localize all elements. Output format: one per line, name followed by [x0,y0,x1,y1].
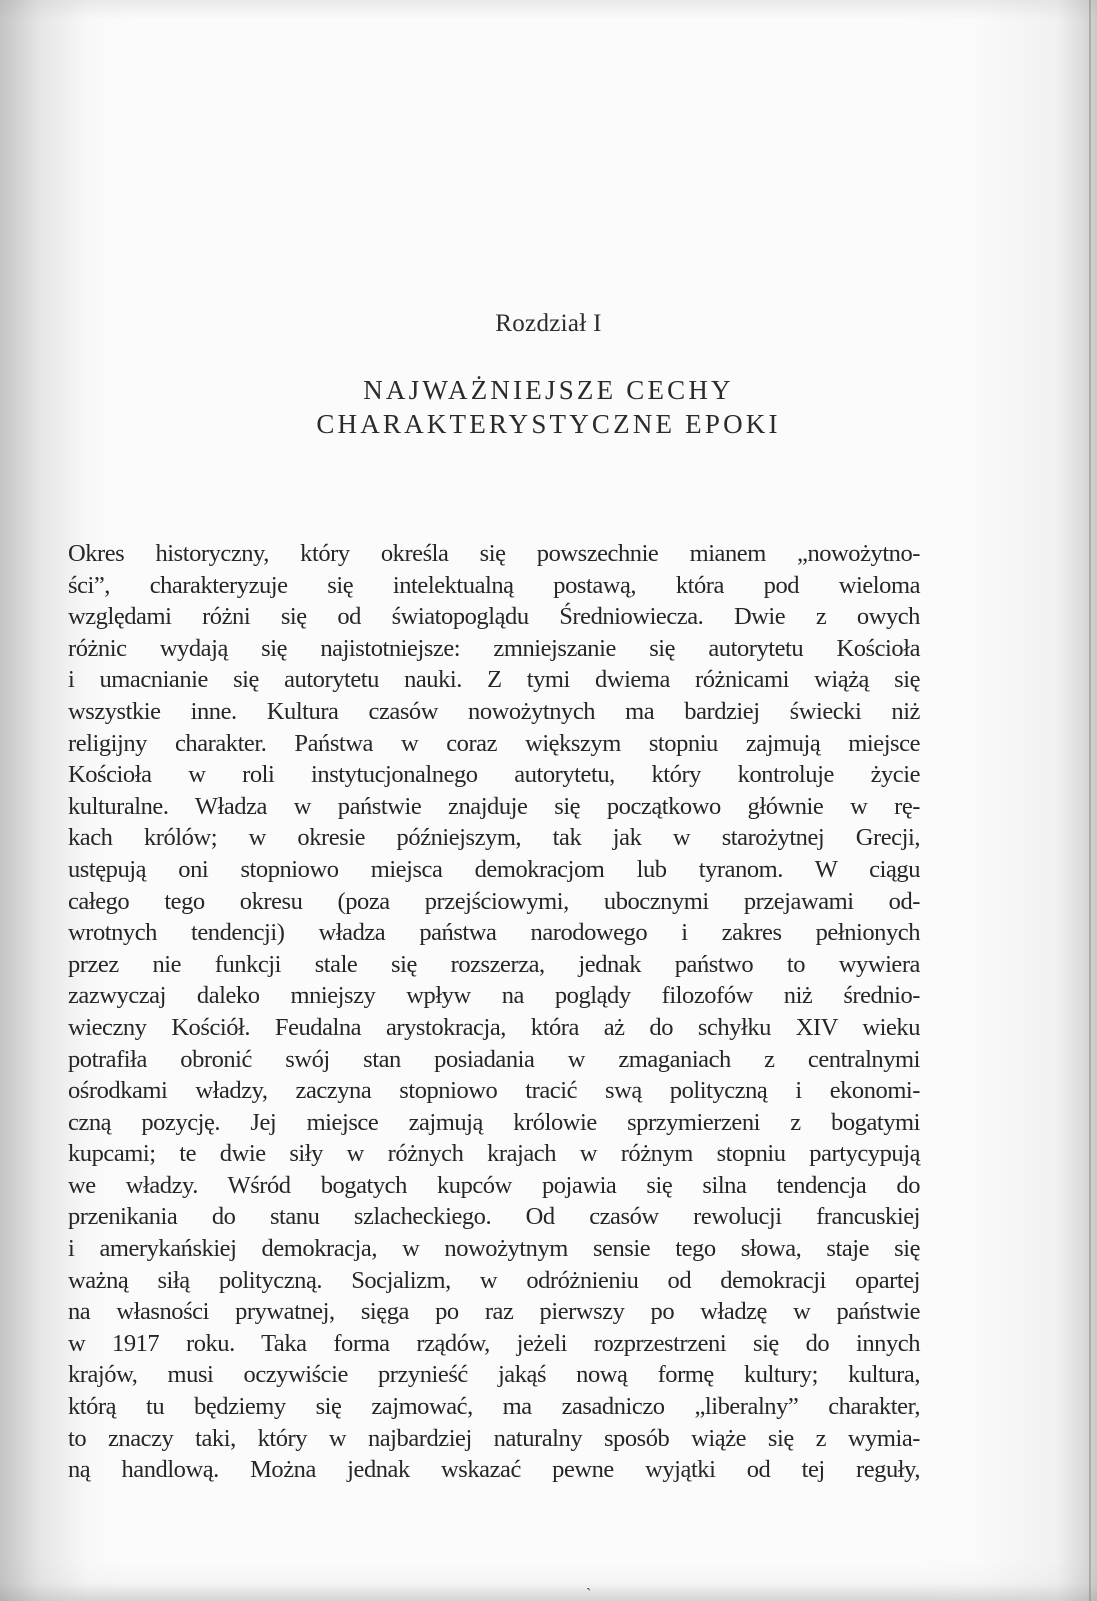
text-line: Kościoła w roli instytucjonalnego autorytetu, który kontroluje życie [68,761,920,789]
text-line: Okres historyczny, który określa się powszechnie mianem „nowożytno- [68,540,920,567]
text-line: ważną siłą polityczną. Socjalizm, w odróżnieniu od demokracji opartej [68,1266,920,1294]
text-line: ośrodkami władzy, zaczyna stopniowo tracić swą polityczną i ekonomi- [68,1077,920,1105]
text-line: i amerykańskiej demokracja, w nowożytnym sensie tego słowa, staje się [68,1235,920,1263]
text-line: ści”, charakteryzuje się intelektualną postawą, która pod wieloma [68,571,920,599]
text-line: czną pozycję. Jej miejsce zajmują królowie sprzymierzeni z bogatymi [68,1108,920,1136]
text-line: krajów, musi oczywiście przynieść jakąś nową formę kultury; kultura, [68,1361,920,1389]
text-line: potrafiła obronić swój stan posiadania w zmaganiach z centralnymi [68,1045,920,1073]
text-line: przenikania do stanu szlacheckiego. Od czasów rewolucji francuskiej [68,1203,920,1231]
text-line: przez nie funkcji stale się rozszerza, jednak państwo to wywiera [68,950,920,978]
text-line: kach królów; w okresie późniejszym, tak jak w starożytnej Grecji, [68,824,920,852]
text-line: różnic wydają się najistotniejsze: zmniejszanie się autorytetu Kościoła [68,634,920,662]
text-line: we władzy. Wśród bogatych kupców pojawia się silna tendencja do [68,1171,920,1199]
text-line: religijny charakter. Państwa w coraz większym stopniu zajmują miejsce [68,729,920,757]
text-line: wszystkie inne. Kultura czasów nowożytnych ma bardziej świecki niż [68,697,920,725]
body-paragraph [68,538,920,1486]
page-edge-shadow [1089,0,1091,1601]
text-line: to znaczy taki, który w najbardziej naturalny sposób wiąże się z wymia- [68,1424,920,1452]
text-line: wieczny Kościół. Feudalna arystokracja, która aż do schyłku XIV wieku [68,1013,920,1041]
text-line: wrotnych tendencji) władza państwa narodowego i zakres pełnionych [68,919,920,947]
text-line: którą tu będziemy się zajmować, ma zasadniczo „liberalny” charakter, [68,1393,920,1421]
text-line: ną handlową. Można jednak wskazać pewne wyjątki od tej reguły, [68,1456,920,1484]
text-line: całego tego okresu (poza przejściowymi, ubocznymi przejawami od- [68,887,920,915]
text-line: ustępują oni stopniowo miejsca demokracjom lub tyranom. W ciągu [68,855,920,883]
text-line: względami różni się od światopoglądu Średniowiecza. Dwie z owych [68,603,920,631]
scan-speck: ˎ [586,1574,592,1591]
text-line: zazwyczaj daleko mniejszy wpływ na poglądy filozofów niż średnio- [68,982,920,1010]
chapter-label: Rozdział I [495,310,602,337]
text-line: w 1917 roku. Taka forma rządów, jeżeli rozprzestrzeni się do innych [68,1329,920,1357]
chapter-title [0,373,1097,441]
text-line: i umacnianie się autorytetu nauki. Z tymi dwiema różnicami wiążą się [68,666,920,694]
chapter-title-line: NAJWAŻNIEJSZE CECHY [363,375,734,405]
text-line: na własności prywatnej, sięga po raz pierwszy po władzę w państwie [68,1298,920,1326]
text-line: kupcami; te dwie siły w różnych krajach w różnym stopniu partycypują [68,1140,920,1168]
chapter-title-line: CHARAKTERYSTYCZNE EPOKI [316,409,781,439]
text-line: kulturalne. Władza w państwie znajduje się początkowo głównie w rę- [68,792,920,820]
